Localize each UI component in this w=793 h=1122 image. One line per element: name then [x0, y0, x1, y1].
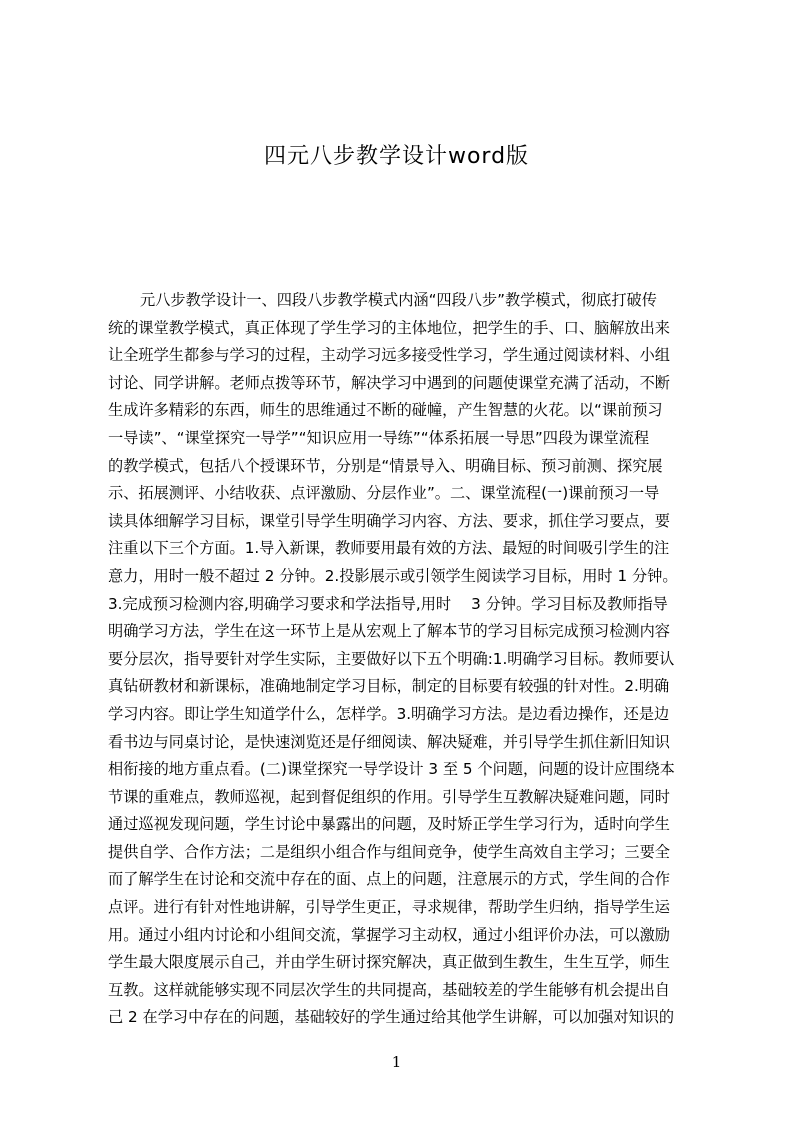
document-title: 四元八步教学设计word版	[263, 144, 530, 169]
body-line: 示、拓展测评、小结收获、点评激励、分层作业”。二、课堂流程(一)课前预习一导	[108, 484, 660, 503]
body-line: 明确学习方法，学生在这一环节上是从宏观上了解本节的学习目标完成预习检测内容	[108, 622, 670, 641]
body-line: 统的课堂教学模式，真正体现了学生学习的主体地位，把学生的手、口、脑解放出来	[108, 318, 670, 337]
page-number: 1	[391, 1053, 402, 1071]
body-line: 学生最大限度展示自己，并由学生研讨探究解决，真正做到生教生，生生互学，师生	[108, 953, 670, 972]
body-line: 点评。进行有针对性地讲解，引导学生更正，寻求规律，帮助学生归纳，指导学生运	[108, 898, 670, 917]
body-line: 一导读”、“课堂探究一导学”“知识应用一导练”“体系拓展一导思”四段为课堂流程	[108, 428, 650, 447]
body-line: 节课的重难点，教师巡视，起到督促组织的作用。引导学生互教解决疑难问题，同时	[108, 787, 670, 806]
body-line: 看书边与同桌讨论，是快速浏览还是仔细阅读、解决疑难，并引导学生抓住新旧知识	[108, 732, 670, 751]
body-line: 用。通过小组内讨论和小组间交流，掌握学习主动权，通过小组评价办法，可以激励	[108, 925, 670, 944]
body-line: 注重以下三个方面。1.导入新课，教师要用最有效的方法、最短的时间吸引学生的注	[108, 539, 670, 558]
body-line: 生成许多精彩的东西，师生的思维通过不断的碰幢，产生智慧的火花。以“课前预习	[108, 401, 663, 420]
body-line: 读具体细解学习目标，课堂引导学生明确学习内容、方法、要求，抓住学习要点，要	[108, 511, 670, 530]
body-line: 互教。这样就能够实现不同层次学生的共同提高，基础较差的学生能够有机会提出自	[108, 980, 670, 999]
body-line: 要分层次，指导要针对学生实际，主要做好以下五个明确:1.明确学习目标。教师要认	[108, 649, 675, 668]
body-line: 元八步教学设计一、四段八步教学模式内涵“四段八步”教学模式，彻底打破传	[140, 291, 657, 309]
body-line: 己 2 在学习中存在的问题，基础较好的学生通过给其他学生讲解，可以加强对知识的	[108, 1008, 675, 1027]
body-line: 通过巡视发现问题，学生讨论中暴露出的问题，及时矫正学生学习行为，适时向学生	[108, 815, 670, 834]
body-line: 真钻研教材和新课标，准确地制定学习目标，制定的目标要有较强的针对性。2.明确	[108, 677, 670, 696]
document-body	[108, 287, 698, 1032]
body-line: 讨论、同学讲解。老师点拨等环节，解决学习中遇到的问题使课堂充满了活动，不断	[108, 373, 670, 392]
body-line: 让全班学生都参与学习的过程，主动学习远多接受性学习，学生通过阅读材料、小组	[108, 346, 670, 365]
body-line: 相衔接的地方重点看。(二)课堂探究一导学设计 3 至 5 个问题，问题的设计应围绕本	[108, 760, 675, 779]
body-line: 的教学模式，包括八个授课环节，分别是“情景导入、明确目标、预习前测、探究展	[108, 456, 663, 475]
body-line: 学习内容。即让学生知道学什么，怎样学。3.明确学习方法。是边看边操作，还是边	[108, 704, 670, 723]
body-line: 而了解学生在讨论和交流中存在的面、点上的问题，注意展示的方式，学生间的合作	[108, 870, 670, 889]
body-line: 意力，用时一般不超过 2 分钟。2.投影展示或引领学生阅读学习目标，用时 1 分钟。	[108, 566, 678, 585]
body-line: 提供自学、合作方法；二是组织小组合作与组间竞争，使学生高效自主学习；三要全	[108, 842, 670, 861]
body-line: 3.完成预习检测内容,明确学习要求和学法指导,用时 3 分钟。学习目标及教师指导	[108, 594, 668, 613]
